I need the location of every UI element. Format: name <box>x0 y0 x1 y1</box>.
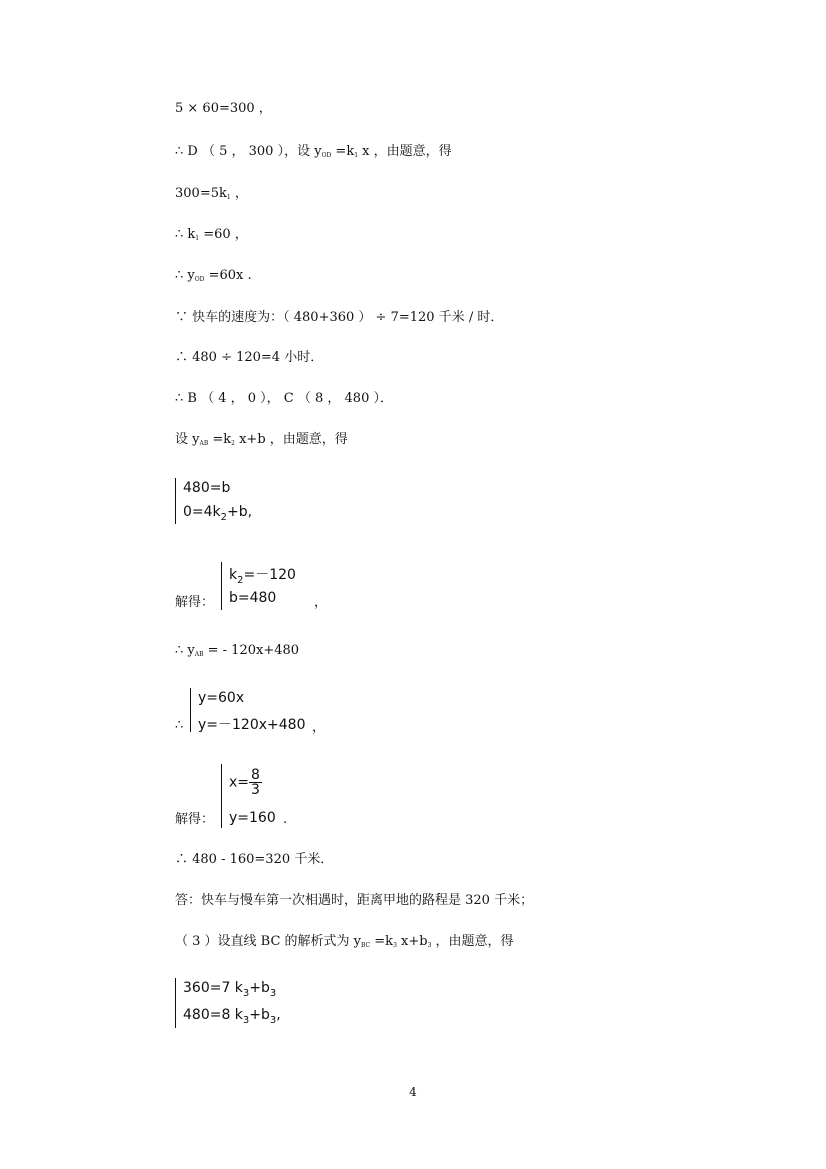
brace <box>190 688 198 732</box>
equation <box>229 768 262 797</box>
text: ∴ y <box>175 643 195 658</box>
text: +b <box>249 1007 270 1023</box>
line-7 <box>175 350 323 366</box>
subscript: 1 <box>195 235 200 242</box>
line-15 <box>175 852 333 868</box>
line-17 <box>175 934 514 954</box>
denominator: 3 <box>251 782 260 798</box>
text: 答：快车与慢车第一次相遇时，距离甲地的路程是 320 千米； <box>175 893 534 908</box>
fraction <box>249 768 262 797</box>
line-9 <box>175 432 348 452</box>
text: ∴ 480 ÷ 120=4 小时． <box>175 350 324 365</box>
line-5 <box>175 268 252 288</box>
text: ，由题意，得 <box>431 934 514 949</box>
text: ∴ B （ 4 ， 0 ）， C （ 8 ， 480 ）． <box>175 391 393 406</box>
numerator: 8 <box>251 767 260 783</box>
text: =k <box>370 934 394 949</box>
brace <box>221 764 229 828</box>
text: y=60x <box>198 690 245 706</box>
line-therefore <box>175 718 183 734</box>
subscript: 3 <box>242 1015 250 1026</box>
subscript: 3 <box>393 942 397 949</box>
text: x+b <box>396 934 428 949</box>
line-12 <box>175 643 299 663</box>
equation-system-3 <box>190 688 320 736</box>
text: , <box>276 1007 281 1023</box>
subscript: 2 <box>237 575 244 586</box>
text: x= <box>229 774 250 791</box>
equation-system-2 <box>221 562 311 612</box>
equation <box>229 590 276 606</box>
line-solve-1 <box>175 595 214 611</box>
text: =k <box>208 432 232 447</box>
equation <box>183 504 252 523</box>
subscript: OD <box>194 276 205 283</box>
equation <box>198 714 305 734</box>
brace <box>175 478 183 524</box>
text: +b <box>249 980 270 996</box>
subscript: OD <box>321 152 332 159</box>
equation <box>183 480 230 496</box>
brace <box>221 562 229 610</box>
line-16 <box>175 893 533 909</box>
text: +b <box>227 504 248 520</box>
text: ∴ y <box>175 268 195 283</box>
text: x+b ，由题意，得 <box>234 432 348 447</box>
line-3 <box>175 186 248 206</box>
text: =k <box>331 144 355 159</box>
text: =60 ， <box>199 227 248 242</box>
text: 360=7 k <box>183 980 243 996</box>
line-4 <box>175 227 248 247</box>
text: 300=5k <box>175 186 227 201</box>
text: 5 × 60=300 ， <box>175 101 272 116</box>
text: =60x . <box>204 268 252 283</box>
equation-system-5 <box>175 978 305 1032</box>
text: x ，由题意，得 <box>358 144 452 159</box>
equation-system-4 <box>221 764 291 830</box>
text: y=－120x+480 <box>198 717 306 733</box>
text: ∴ k <box>175 227 196 242</box>
text: ， <box>312 720 326 735</box>
text: ∴ D （ 5 ， 300 ），设 y <box>175 144 322 159</box>
subscript: BC <box>361 942 371 949</box>
text: = - 120x+480 <box>203 643 300 658</box>
text: 480=b <box>183 480 231 496</box>
equation <box>183 980 276 999</box>
equation-system-1 <box>175 478 295 528</box>
text: ∴ 480 - 160=320 千米． <box>175 852 334 867</box>
period <box>283 812 287 828</box>
text: =－120 <box>243 567 296 583</box>
subscript: AB <box>199 440 209 447</box>
text: ∴ <box>175 718 184 733</box>
text: k <box>229 567 238 583</box>
text: ， <box>314 595 328 610</box>
text: 设 y <box>175 432 200 447</box>
brace <box>175 978 183 1028</box>
text: 解得： <box>175 812 215 827</box>
equation <box>183 1007 281 1026</box>
equation <box>229 810 276 826</box>
line-6 <box>175 310 503 326</box>
subscript: 2 <box>231 440 235 447</box>
comma <box>314 595 327 611</box>
equation <box>198 690 244 706</box>
subscript: 3 <box>269 1015 277 1026</box>
subscript: 1 <box>354 152 359 159</box>
text: 480=8 k <box>183 1007 243 1023</box>
text: 0=4k <box>183 504 221 520</box>
text: b=480 <box>229 590 277 606</box>
subscript: 2 <box>220 512 228 523</box>
text: , <box>247 504 253 520</box>
text: 解得： <box>175 595 215 610</box>
text: y=160 <box>229 810 276 826</box>
line-8 <box>175 391 393 407</box>
text: ， <box>230 186 248 201</box>
line-1 <box>175 101 272 117</box>
line-solve-2 <box>175 812 214 828</box>
line-2 <box>175 144 452 164</box>
subscript: AB <box>194 651 204 658</box>
comma <box>312 720 325 736</box>
text: . <box>283 812 288 827</box>
subscript: 1 <box>226 194 231 201</box>
subscript: 3 <box>269 988 277 999</box>
subscript: 3 <box>427 942 432 949</box>
subscript: 3 <box>242 988 250 999</box>
text: ∵ 快车的速度为：（ 480+360 ） ÷ 7=120 千米 / 时． <box>175 310 504 325</box>
equation <box>229 564 296 586</box>
page-number: 4 <box>409 1085 417 1099</box>
text: （ 3 ）设直线 BC 的解析式为 y <box>175 934 362 949</box>
